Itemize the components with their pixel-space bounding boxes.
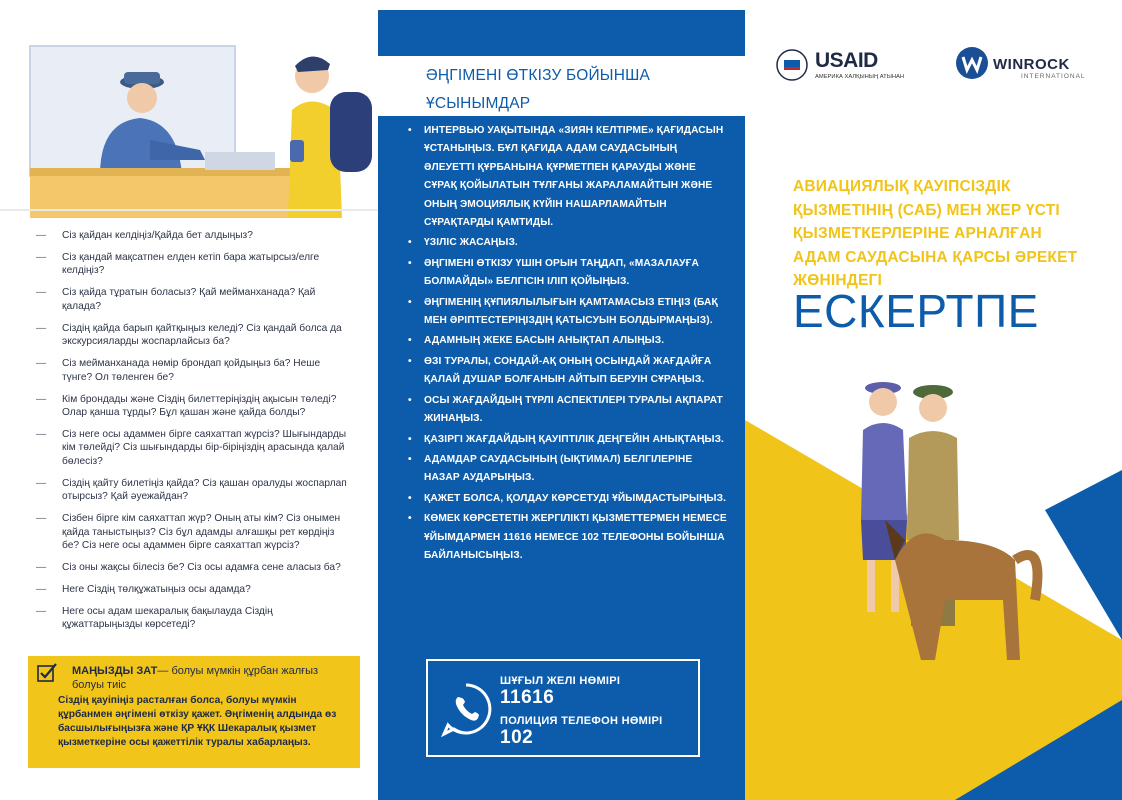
question-item: — Сіз қайда тұратын боласыз? Қай мейманханада? Қай қалада? xyxy=(36,287,316,312)
recommendation-item: • ИНТЕРВЬЮ УАҚЫТЫНДА «ЗИЯН КЕЛТІРМЕ» ҚАҒИДАСЫН ҰСТАНЫҢЫЗ. БҰЛ ҚАҒИДА АДАМ САУДАСЫНЫҢ ӘЛЕУЕТТІ ҚҰРБАНЫНА ҚҰРМЕТПЕН ҚАРАУДЫ ЖӘНЕ СҰРАҚ ҚОЙЫЛАТЫН ТҰЛҒАНЫ ЖАРАЛАМАЙТЫН ЖӘНЕ ОНЫҢ ЭМОЦИЯЛЫҚ КҮЙІН НАШАРЛАМАЙТЫН СҰРАҚТАРДЫ ҚАМТИДЫ. xyxy=(408,122,728,232)
checkbox-check-icon xyxy=(36,662,58,684)
dash-icon: — xyxy=(36,513,47,525)
recommendation-item: • АДАМДАР САУДАСЫНЫҢ (ЫҚТИМАЛ) БЕЛГІЛЕРІНЕ НАЗАР АУДАРЫҢЫЗ. xyxy=(408,451,728,488)
question-item: — Неге осы адам шекаралық бақылауда Сіздің құжаттарыңызды көрсетеді? xyxy=(36,606,273,631)
question-item: — Сіздің қайту билетіңіз қайда? Сіз қашан оралуды жоспарлап отырсыз? Қай әуежайдан? xyxy=(36,477,347,503)
important-text: Сіздің қауіпіңіз расталған болса, болуы мүмкін құрбанмен әңгімені өткізу қажет. Әңгіменің алдында өз басшылығыңызға және ҚР ҰҚК Шекаралық қызмет қызметкеріне осы қажеттілік туралы хабарлаңыз. xyxy=(58,695,337,748)
dash-icon: — xyxy=(36,287,47,299)
top-strip xyxy=(378,0,745,10)
border-control-illustration xyxy=(0,0,378,218)
important-note-box xyxy=(28,656,360,768)
dash-icon: — xyxy=(36,230,47,241)
question-item: — Сіз неге осы адаммен бірге саяхаттап жүрсіз? Шығындарды кім төлейді? Сіз шығындарды бір-біріңіздің арасында қалай бөлесіз? xyxy=(36,429,347,467)
recommendations-heading: ӘҢГІМЕНІ ӨТКІЗУ БОЙЫНША ҰСЫНЫМДАР xyxy=(426,67,651,112)
dash-icon: — xyxy=(36,606,47,618)
dash-icon: — xyxy=(36,562,47,574)
phone-icon xyxy=(438,681,494,737)
question-item: — Сіз қандай мақсатпен елден кетіп бара жатырсыз/елге келдіңіз? xyxy=(36,252,320,277)
dash-icon: — xyxy=(36,358,47,370)
question-item: — Неге Сіздің төлқұжатыңыз осы адамда? xyxy=(36,584,251,596)
middle-panel xyxy=(378,0,745,800)
recommendation-item: • ӘҢГІМЕНІҢ ҚҰПИЯЛЫЛЫҒЫН ҚАМТАМАСЫЗ ЕТІҢІЗ (БАҚ МЕН ӘРІПТЕСТЕРІҢІЗДІҢ ҚАТЫСУЫН БОЛДЫРМАҢЫЗ). xyxy=(408,294,728,331)
dash-icon: — xyxy=(36,393,47,405)
question-item: — Сіз қайдан келдіңіз/Қайда бет алдыңыз? xyxy=(36,230,253,241)
dash-icon: — xyxy=(36,584,47,596)
police-number: 102 xyxy=(500,727,534,748)
usaid-logo-text: USAID xyxy=(815,49,878,72)
recommendation-item: • ҚАЖЕТ БОЛСА, ҚОЛДАУ КӨРСЕТУДІ ҰЙЫМДАСТЫРЫҢЫЗ. xyxy=(408,490,728,508)
winrock-tagline: INTERNATIONAL xyxy=(1021,73,1086,80)
recommendation-item: • ӨЗІ ТУРАЛЫ, СОНДАЙ-АҚ ОНЫҢ ОСЫНДАЙ ЖАҒДАЙҒА ҚАЛАЙ ДУШАР БОЛҒАНЫН АЙТЫП БЕРУІН СҰРАҢЫЗ. xyxy=(408,353,728,390)
cover-title: ЕСКЕРТПЕ xyxy=(793,285,1039,337)
question-item: — Сіз оны жақсы білесіз бе? Сіз осы адамға сене аласыз ба? xyxy=(36,562,341,574)
dash-icon: — xyxy=(36,429,47,441)
logos-row xyxy=(775,44,1095,90)
winrock-logo-text: WINROCK xyxy=(993,56,1070,73)
right-panel xyxy=(745,0,1122,800)
question-item: — Сіз мейманханада нөмір брондап қойдыңыз ба? Неше түнге? Ол төленген бе? xyxy=(36,358,321,383)
recommendation-item: • АДАМНЫҢ ЖЕКЕ БАСЫН АНЫҚТАП АЛЫҢЫЗ. xyxy=(408,332,728,350)
important-title: МАҢЫЗДЫ ЗАТ— болуы мүмкін құрбан жалғыз болуы тиіс xyxy=(72,665,319,691)
recommendation-item: • ӘҢГІМЕНІ ӨТКІЗУ ҮШІН ОРЫН ТАҢДАП, «МАЗАЛАУҒА БОЛМАЙДЫ» БЕЛГІСІН ІЛІП ҚОЙЫҢЫЗ. xyxy=(408,255,728,292)
question-item: — Кім брондады және Сіздің билеттеріңіздің ақысын төледі? Олар қанша тұрды? Бұл қашан және қайда болды? xyxy=(36,393,337,419)
interview-questions-list xyxy=(32,229,350,640)
hotline-number: 11616 xyxy=(500,687,555,708)
police-label: ПОЛИЦИЯ ТЕЛЕФОН НӨМІРІ xyxy=(500,715,663,727)
dash-icon: — xyxy=(36,322,47,334)
winrock-logo-icon xyxy=(955,46,989,80)
cover-subtitle: АВИАЦИЯЛЫҚ ҚАУІПСІЗДІК ҚЫЗМЕТІНІҢ (САБ) МЕН ЖЕР ҮСТІ ҚЫЗМЕТКЕРЛЕРІНЕ АРНАЛҒАН АДАМ САУДАСЫНА ҚАРСЫ ӘРЕКЕТ ЖӨНІНДЕГІ xyxy=(793,178,1078,290)
question-item: — Сіздің қайда барып қайтқыңыз келеді? Сіз қандай болса да экскурсияларды жоспарлайсыз ба? xyxy=(36,322,342,348)
recommendation-item: • ОСЫ ЖАҒДАЙДЫҢ ТҮРЛІ АСПЕКТІЛЕРІ ТУРАЛЫ АҚПАРАТ ЖИНАҢЫЗ. xyxy=(408,392,728,429)
question-item: — Сізбен бірге кім саяхаттап жүр? Оның аты кім? Сіз онымен қайда таныстыңыз? Сіз бұл адамды алғашқы рет көрдіңіз бе? Сіз неге осы адаммен бірге саяхаттап жүрсіз? xyxy=(36,513,341,552)
recommendations-list xyxy=(408,122,728,567)
hotline-label: ШҰҒЫЛ ЖЕЛІ НӨМІРІ xyxy=(500,675,621,687)
recommendation-item: • ҚАЗІРГІ ЖАҒДАЙДЫҢ ҚАУІПТІЛІК ДЕҢГЕЙІН АНЫҚТАҢЫЗ. xyxy=(408,431,728,449)
hotline-box xyxy=(426,659,700,757)
dash-icon: — xyxy=(36,252,47,263)
dash-icon: — xyxy=(36,477,47,489)
recommendation-item: • КӨМЕК КӨРСЕТЕТІН ЖЕРГІЛІКТІ ҚЫЗМЕТТЕРМЕН НЕМЕСЕ ҰЙЫМДАРМЕН 11616 НЕМЕСЕ 102 ТЕЛЕФОНЫ БОЙЫНША БАЙЛАНЫСЫҢЫЗ. xyxy=(408,510,728,565)
usaid-tagline: АМЕРИКА ХАЛҚЫНЫҢ АТЫНАН xyxy=(815,74,905,80)
left-panel xyxy=(0,0,378,800)
usaid-seal-icon xyxy=(775,48,809,82)
recommendation-item: • ҮЗІЛІС ЖАСАҢЫЗ. xyxy=(408,234,728,252)
cover-background-art xyxy=(745,0,1122,800)
